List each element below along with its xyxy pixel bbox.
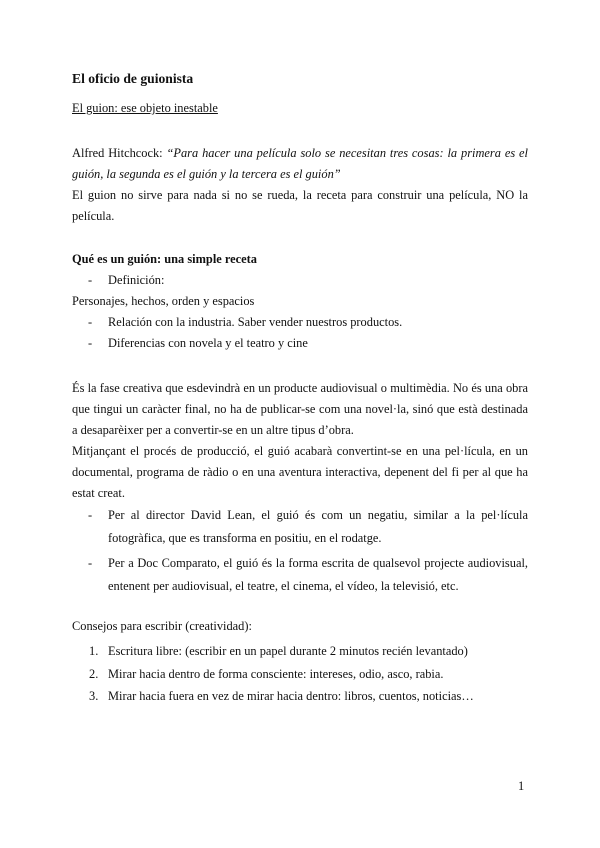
section1-list-a xyxy=(72,270,528,291)
list-item-diferencias: - Diferencias con novela y el teatro y cine xyxy=(72,333,528,354)
spacer xyxy=(72,600,528,616)
spacer xyxy=(72,227,528,249)
consejos-list xyxy=(72,641,528,707)
definitions-list xyxy=(72,504,528,598)
document-title: El oficio de guionista xyxy=(72,71,194,86)
list-item-industria: - Relación con la industria. Saber vender nuestros productos. xyxy=(72,312,528,333)
consejos-heading: Consejos para escribir (creatividad): xyxy=(72,619,252,633)
list-item-text: Mirar hacia dentro de forma consciente: intereses, odio, asco, rabia. xyxy=(108,666,444,681)
line-personajes: Personajes, hechos, orden y espacios xyxy=(72,294,255,308)
list-item-text: Mirar hacia fuera en vez de mirar hacia dentro: libros, cuentos, noticias… xyxy=(108,689,474,703)
spacer xyxy=(72,119,528,143)
section-heading-que-es-un-guion: Qué es un guión: una simple receta xyxy=(72,252,257,266)
quote-author: Alfred Hitchcock: xyxy=(72,146,167,160)
list-item xyxy=(72,686,528,707)
quote-text: “Para hacer una película solo se necesitan tres cosas: la primera es el guión, la segunda es el guión y la tercera es el guión” xyxy=(72,146,528,181)
page-number: 1 xyxy=(518,779,525,793)
list-item-definicion: - Definición: xyxy=(72,270,528,291)
document-subtitle: El guion: ese objeto inestable xyxy=(72,101,218,115)
section1-list-b xyxy=(72,312,528,354)
list-item-doc-comparato: - Per a Doc Comparato, el guió és la forma escrita de qualsevol projecte audiovisual, entenent per audiovisual, el teatre, el cinema, el vídeo, la televisió, etc. xyxy=(72,552,528,598)
list-item-text: Escritura libre: (escribir en un papel durante 2 minutos recién levantado) xyxy=(108,644,468,658)
document-page xyxy=(72,68,528,709)
list-item xyxy=(72,641,528,662)
list-item-david-lean: - Per al director David Lean, el guió és com un negatiu, similar a la pel·lícula fotogràfica, que es transforma en positiu, en el rodatge. xyxy=(72,504,528,550)
spacer xyxy=(72,354,528,378)
paragraph-fase-creativa: És la fase creativa que esdevindrà en un producte audiovisual o multimèdia. No és una obra que tingui un caràcter final, no ha de publicar-se com una novel·la, sinó que està destinada a desaparèixer per a convertir-se en un altre tipus d’obra. xyxy=(72,381,528,437)
paragraph-guion-receta: El guion no sirve para nada si no se rueda, la receta para construir una película, NO la película. xyxy=(72,188,528,223)
list-number: 2. xyxy=(89,666,99,681)
hitchcock-quote xyxy=(72,143,528,185)
list-number: 1. xyxy=(89,644,99,658)
paragraph-proces-produccio: Mitjançant el procés de producció, el guió acabarà convertint-se en una pel·lícula, en un documental, programa de ràdio o en una aventura interactiva, depenent del fi per al que ha estat creat. xyxy=(72,444,528,500)
list-number: 3. xyxy=(89,689,99,703)
list-item xyxy=(72,664,528,685)
